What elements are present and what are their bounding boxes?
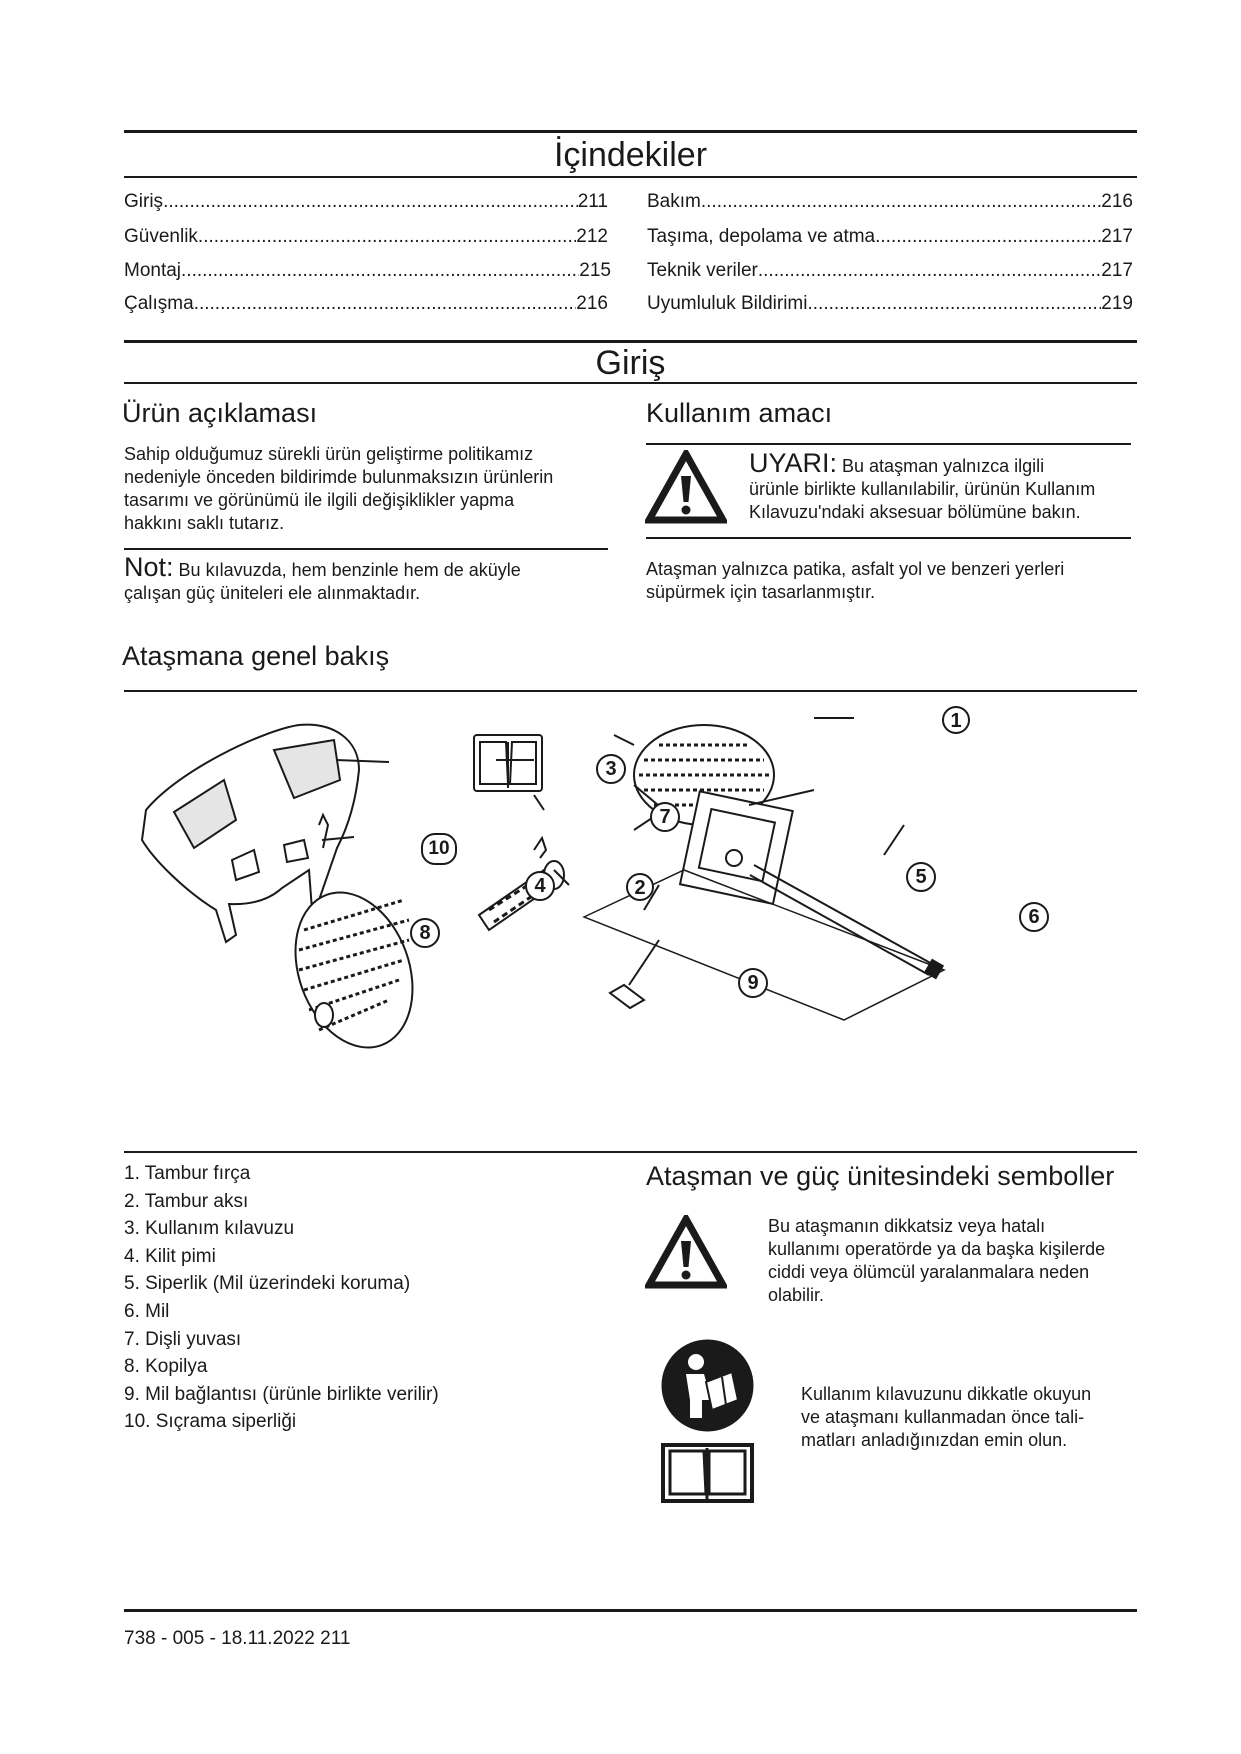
note-block: Not: Bu kılavuzda, hem benzinle hem de aküyle çalışan güç üniteleri ele alınmaktadır. — [124, 552, 521, 603]
toc-item-tasima[interactable]: Taşıma, depolama ve atma ..... 217 — [647, 226, 1133, 248]
callout-badge-6: 6 — [1019, 902, 1049, 932]
manual-book-icon — [660, 1442, 755, 1504]
warning-text: UYARI: Bu ataşman yalnızca ilgili ürünle birlikte kullanılabilir, ürünün Kullanım Kılavuzu'ndaki aksesuar bölümüne bakın. — [749, 448, 1096, 522]
manual-book-drawing — [474, 735, 542, 791]
toc-bottom-rule — [124, 176, 1137, 178]
callout-badge-8: 8 — [410, 918, 440, 948]
legend-item: 8. Kopilya — [124, 1356, 208, 1378]
toc-title: İçindekiler — [553, 136, 708, 174]
legend-item: 3. Kullanım kılavuzu — [124, 1218, 295, 1240]
diagram-bottom-rule — [124, 1151, 1137, 1153]
callout-1 — [943, 707, 969, 733]
shaft-connector-drawing — [610, 940, 659, 1008]
warning-bottom-rule — [646, 537, 1131, 539]
svg-text:2: 2 — [634, 877, 646, 899]
use-description: Ataşman yalnızca patika, asfalt yol ve benzeri yerleri süpürmek için tasarlanmıştır. — [646, 559, 1065, 602]
note-rule — [124, 548, 608, 550]
symbol-warning-text: Bu ataşmanın dikkatsiz veya hatalı kullanımı operatörde ya da başka kişilerde ciddi veya ölümcül yaralanmalara neden olabilir. — [768, 1216, 1106, 1305]
legend-item: 4. Kilit pimi — [124, 1245, 216, 1267]
intro-bottom-rule — [124, 382, 1137, 384]
toc-item-guvenlik[interactable]: Güvenlik ..... 212 — [124, 226, 608, 248]
warning-top-rule — [646, 443, 1131, 445]
legend-item: 2. Tambur aksı — [124, 1190, 249, 1212]
warning-triangle-icon — [645, 450, 727, 524]
footer-text: 738 - 005 - 18.11.2022 211 — [124, 1628, 351, 1649]
product-heading: Ürün açıklaması — [122, 398, 318, 428]
callout-badge-9: 9 — [738, 968, 768, 998]
legend-item: 5. Siperlik (Mil üzerindeki koruma) — [124, 1273, 411, 1295]
svg-text:1: 1 — [950, 710, 962, 732]
callout-2 — [627, 874, 653, 900]
use-heading: Kullanım amacı — [646, 398, 833, 428]
legend-item: 9. Mil bağlantısı (ürünle birlikte verilir) — [124, 1383, 439, 1405]
read-manual-icon — [660, 1338, 755, 1433]
toc-item-calisma[interactable]: Çalışma ..... 216 — [124, 293, 608, 315]
attachment-diagram — [124, 700, 1137, 1150]
legend-item: 10. Sıçrama siperliği — [124, 1411, 297, 1433]
legend-item: 1. Tambur fırça — [124, 1163, 251, 1184]
overview-rule — [124, 690, 1137, 692]
parts-legend — [124, 1160, 439, 1436]
toc-top-rule — [124, 130, 1137, 133]
callout-badge-4: 4 — [525, 871, 555, 901]
note-label: Not: — [124, 552, 174, 582]
callout-badge-5: 5 — [906, 862, 936, 892]
toc-item-montaj[interactable]: Montaj ..... 215 — [124, 260, 611, 282]
product-description: Sahip olduğumuz sürekli ürün geliştirme politikamız nedeniyle önceden bildirimde bulunmaksızın ürünlerin tasarımı ve görünümü ile ilgili değişiklikler yapma hakkını saklı tutarız. — [124, 444, 554, 533]
toc-item-teknik[interactable]: Teknik veriler ..... 217 — [647, 260, 1133, 282]
callout-badge-7: 7 — [650, 802, 680, 832]
toc-item-giris[interactable]: Giriş ..... 211 — [124, 191, 608, 213]
symbol-manual-text: Kullanım kılavuzunu dikkatle okuyun ve ataşmanı kullanmadan önce tali- matları anladığınızdan emin olun. — [801, 1384, 1092, 1450]
legend-item: 7. Dişli yuvası — [124, 1328, 242, 1350]
toc-item-uyumluluk[interactable]: Uyumluluk Bildirimi ..... 219 — [647, 293, 1133, 315]
intro-top-rule — [124, 340, 1137, 343]
footer-rule — [124, 1609, 1137, 1612]
symbols-heading: Ataşman ve güç ünitesindeki semboller — [646, 1161, 1115, 1191]
warning-label: UYARI: — [749, 448, 838, 478]
intro-title: Giriş — [595, 344, 666, 382]
toc-item-bakim[interactable]: Bakım ..... 216 — [647, 191, 1133, 213]
callout-badge-10: 10 — [421, 833, 457, 865]
overview-heading: Ataşmana genel bakış — [122, 641, 390, 671]
legend-item: 6. Mil — [124, 1300, 170, 1322]
callout-badge-3: 3 — [596, 754, 626, 784]
warning-triangle-icon-2 — [645, 1215, 727, 1289]
